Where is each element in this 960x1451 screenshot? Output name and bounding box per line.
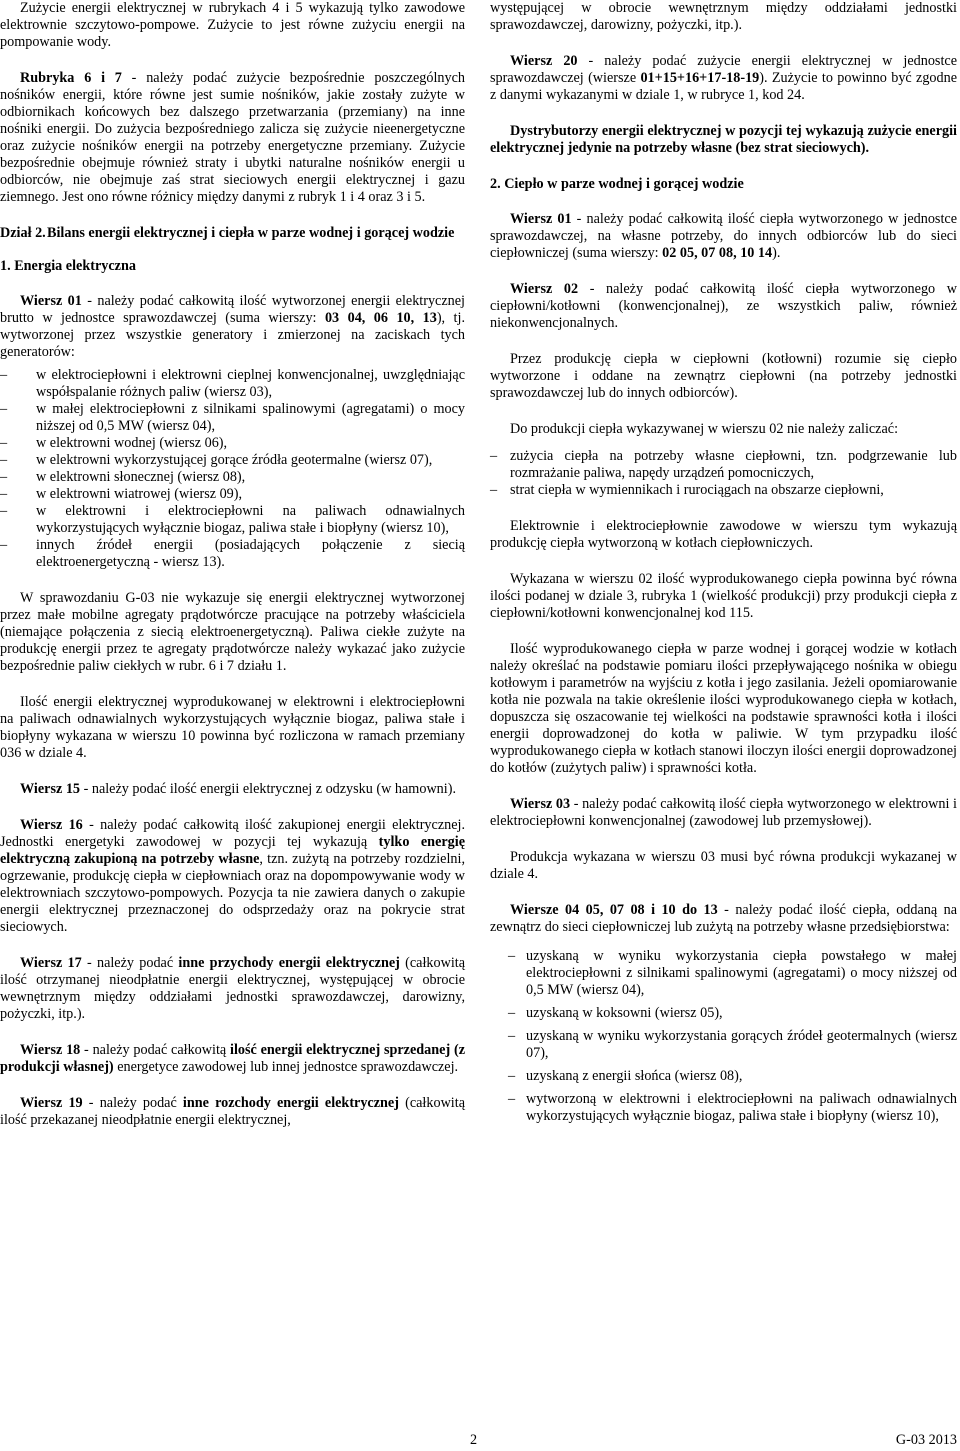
text: ). Zużycie to powinno być zgodne z danymi wykazanymi w dziale 1, w rubryce 1, kod 24. [490, 70, 958, 103]
bold-label: Wiersz 17 [20, 955, 82, 971]
subsection-heading-energia: 1. Energia elektryczna [0, 258, 136, 274]
paragraph-wiersz-17 [0, 955, 465, 1023]
bold-label: Wiersz 16 [20, 817, 83, 833]
dash-bullet: – [0, 537, 8, 553]
paragraph-produkcja: Produkcja wykazana w wierszu 03 musi być równa produkcji wykazanej w dziale 4. [490, 849, 957, 882]
paragraph-wiersz-20 [490, 53, 957, 104]
paragraph-wiersz-19 [0, 1095, 465, 1129]
dash-bullet: – [0, 401, 8, 417]
paragraph-wiersz-02 [490, 281, 957, 332]
bold-rows: 02 05, 07 08, 10 14 [662, 245, 773, 261]
bold-label: Wiersz 15 [20, 781, 81, 797]
text: - należy podać całkowitą ilość zakupionej energii elektrycznej. Jednostki energetyki zawodowej w pozycji tej wykazują [0, 817, 465, 850]
paragraph-do: Do produkcji ciepła wykazywanej w wierszu 02 nie należy zaliczać: [510, 421, 899, 437]
dash-bullet: – [0, 469, 8, 485]
text: - należy podać ilość ciepła, oddaną na zewnątrz do sieci ciepłowniczej lub zużytą na potrzeby własne przedsiębiorstwa: [490, 902, 957, 935]
section-heading-dzial-2 [0, 225, 465, 242]
dash-bullet: – [508, 1068, 516, 1084]
list-item [490, 448, 957, 482]
paragraph-wykazana: Wykazana w wierszu 02 ilość wyprodukowanego ciepła powinna być równa ilości podanej w dziale 3, rubryka 1 (wielkość produkcji) przy produkcji ciepła z ciepłowni/kotłowni konwencjonalnej kod 115. [490, 571, 957, 621]
bold-text: ilość energii elektrycznej sprzedanej (z produkcji własnej) [0, 1042, 465, 1075]
paragraph-g03: W sprawozdaniu G-03 nie wykazuje się energii elektrycznej wytworzonej przez małe mobilne agregaty prądotwórcze pracujące na potrzeby właściciela (niemające połączenia z siecią elektroenergetyczną). Paliwa ciekłe zużyte na produkcję energii przez te agregaty prądotwórcze należy wykazać jako zużycie bezpośrednie paliw ciekłych w rubr. 6 i 7 działu 1. [0, 590, 465, 674]
text: (całkowitą ilość otrzymanej nieodpłatnie energii elektrycznej, występującej w obrocie wewnętrznym między oddziałami jednostki sprawozdawczej, darowizny, pożyczki, itp.). [0, 955, 465, 1022]
paragraph-przez: Przez produkcję ciepła w ciepłowni (kotłowni) rozumie się ciepło wytworzone i oddane na zewnątrz ciepłowni (na potrzeby jednostki sprawozdawczej lub do innych odbiorców). [490, 351, 957, 401]
bold-label: Wiersz 01 [510, 211, 572, 227]
dzial-title: Bilans energii elektrycznej i ciepła w parze wodnej i gorącej wodzie [47, 225, 455, 241]
exclusions-list [490, 448, 957, 499]
text: energetyce zawodowej lub innej jednostce sprawozdawczej. [113, 1059, 459, 1075]
paragraph-ilosc-ciepla: Ilość wyprodukowanego ciepła w parze wodnej i gorącej wodzie w kotłach należy określać na podstawie pomiaru ilości przepływającego nośnika w obiegu kotłowym i parametrów na wyjściu z kotła i jego zasilania. Jeżeli opomiarowanie kotła nie pozwala na takie określenie ilości wyprodukowanego ciepła w kotłach, dopuszcza się oszacowanie tej wielkości na podstawie sprawności kotła i ilości energii doprowadzonej do kotła w paliwie. W tym przypadku ilość wyprodukowanego ciepła w kotłach stanowi iloczyn ilości energii doprowadzonej do kotłów (zużytych paliw) i sprawności kotła. [490, 641, 957, 776]
dash-bullet: – [508, 1005, 516, 1021]
list-item-text: w elektrowni wodnej (wiersz 06), [36, 435, 228, 451]
paragraph-wiersz-01 [0, 293, 465, 361]
text: - należy podać całkowitą ilość ciepła wytworzonego w ciepłowni/kotłowni (konwencjonalnej), ze wszystkich paliw, również niekonwencjonalnych. [490, 281, 957, 331]
page-number: 2 [470, 1432, 478, 1448]
list-item-text: zużycia ciepła na potrzeby własne ciepłowni, tzn. podgrzewanie lub rozmrażanie paliwa, napędy urządzeń pomocniczych, [510, 448, 957, 481]
paragraph-wiersz-03 [490, 796, 957, 830]
bold-text: tylko energię elektryczną zakupioną na potrzeby własne [0, 834, 466, 867]
text: - należy podać [81, 955, 179, 971]
dash-bullet: – [0, 435, 8, 451]
list-item [490, 1005, 957, 1022]
generation-sources-list [0, 367, 465, 571]
list-item [490, 948, 957, 999]
text: - należy podać ilość energii elektrycznej z odzysku (w hamowni). [80, 781, 456, 797]
dash-bullet: – [0, 367, 8, 383]
bold-text: inne rozchody energii elektrycznej [182, 1095, 399, 1111]
text: (całkowitą ilość przekazanej nieodpłatnie energii elektrycznej, [0, 1095, 465, 1128]
text: - należy podać całkowitą ilość ciepła wytworzonego w elektrowni i elektrociepłowni konwencjonalnej (zawodowej lub przemysłowej). [490, 796, 957, 829]
left-column [0, 0, 465, 1148]
list-item [0, 367, 465, 401]
list-item-text: w elektrowni słonecznej (wiersz 08), [36, 469, 246, 485]
bold-label: Rubryka 6 i 7 [20, 70, 122, 86]
paragraph-wiersz-16 [0, 817, 465, 936]
list-item-text: w elektrociepłowni i elektrowni cieplnej konwencjonalnej, uwzględniając współspalanie różnych paliw (wiersz 03), [36, 367, 465, 400]
dash-bullet: – [0, 452, 8, 468]
text: - należy podać całkowitą ilość wytworzonej energii elektrycznej brutto w jednostce sprawozdawczej (suma wierszy: [0, 293, 465, 326]
text: - należy podać [82, 1095, 183, 1111]
bold-label: Wiersz 20 [510, 53, 578, 69]
paragraph: Zużycie energii elektrycznej w rubrykach 4 i 5 wykazują tylko zawodowe elektrownie szczytowo-pompowe. Zużycie to jest równe zużyciu energii na pompowanie wody. [0, 0, 465, 50]
bold-label: Wiersz 02 [510, 281, 579, 297]
dash-bullet: – [490, 482, 498, 498]
text: - należy podać całkowitą ilość ciepła wytworzonego w jednostce sprawozdawczej, na własne potrzeby, do innych odbiorców lub do sieci ciepłowniczej (suma wierszy: [490, 211, 957, 261]
dash-bullet: – [508, 948, 516, 964]
list-item-text: w elektrowni i elektrociepłowni na paliwach odnawialnych wykorzystujących wyłącznie biogaz, paliwa stałe i biopłyny (wiersz 10), [36, 503, 465, 536]
dzial-label: Dział 2. [0, 225, 46, 241]
bold-text: inne przychody energii elektrycznej [178, 955, 400, 971]
list-item [490, 1028, 957, 1062]
paragraph-elektrownie: Elektrownie i elektrociepłownie zawodowe w wierszu tym wykazują produkcję ciepła wytworzoną w kotłach ciepłowniczych. [490, 518, 957, 551]
subsection-heading-cieplo: 2. Ciepło w parze wodnej i gorącej wodzie [490, 176, 744, 192]
heat-sources-list [490, 948, 957, 1125]
paragraph-wiersz-01 [490, 211, 957, 262]
paragraph-wiersz-15 [0, 781, 465, 798]
paragraph-wiersz-18 [0, 1042, 465, 1076]
list-item [0, 452, 465, 469]
paragraph: występującej w obrocie wewnętrznym między oddziałami jednostki sprawozdawczej, darowizny, pożyczki, itp.). [490, 0, 957, 33]
dash-bullet: – [0, 486, 8, 502]
list-item-text: uzyskaną w wyniku wykorzystania gorących źródeł geotermalnych (wiersz 07), [526, 1028, 957, 1061]
text: - należy podać zużycie bezpośrednie poszczególnych nośników energii, które równe jest sumie nośników, jakie zostały zużyte w odbiornikach końcowych bez dalszego przetwarzania (przemiany) na inne nośniki energii. Do zużycia bezpośredniego zalicza się zużycie nieenergetyczne oraz zużycie nośników energii na potrzeby energetyczne przemiany. Zużycie bezpośrednie obejmuje również straty i ubytki naturalne nośników energii u odbiorców, nie obejmuje zaś strat sieciowych energii elektrycznej i gazu ziemnego. Jest ono równe różnicy między danymi z rubryk 1 i 4 oraz 3 i 5. [0, 70, 465, 205]
list-item [490, 1068, 957, 1085]
bold-label: Wiersz 18 [20, 1042, 81, 1058]
list-item [490, 482, 957, 499]
bold-label: Wiersz 19 [20, 1095, 83, 1111]
list-item-text: innych źródeł energii (posiadających połączenie z siecią elektroenergetyczną - wiersz 13). [36, 537, 465, 570]
text: - należy podać całkowitą [80, 1042, 230, 1058]
list-item [0, 503, 465, 537]
list-item-text: uzyskaną z energii słońca (wiersz 08), [526, 1068, 743, 1084]
list-item [0, 401, 465, 435]
list-item [490, 1091, 957, 1125]
text: ), tj. wytworzonej przez wszystkie generatory i zmierzonej na zaciskach tych generatorów: [0, 310, 465, 360]
dash-bullet: – [508, 1091, 516, 1107]
paragraph-ilosc: Ilość energii elektrycznej wyprodukowanej w elektrowni i elektrociepłowni na paliwach odnawialnych wykorzystujących wyłącznie biogaz, paliwa stałe i biopłyny wykazana w wierszu 10 powinna być rozliczona w ramach przemiany 036 w dziale 4. [0, 694, 465, 761]
paragraph-dystrybutorzy: Dystrybutorzy energii elektrycznej w pozycji tej wykazują zużycie energii elektrycznej jedynie na potrzeby własne (bez strat sieciowych). [490, 123, 957, 156]
dash-bullet: – [0, 503, 8, 519]
dash-bullet: – [508, 1028, 516, 1044]
list-item [0, 469, 465, 486]
list-item-text: w elektrowni wiatrowej (wiersz 09), [36, 486, 243, 502]
list-item-text: strat ciepła w wymiennikach i rurociągach na obszarze ciepłowni, [510, 482, 884, 498]
paragraph-rubryka-6-7 [0, 70, 465, 206]
text: ). [772, 245, 781, 261]
bold-rows: 03 04, 06 10, 13 [324, 310, 437, 326]
form-code: G-03 2013 [895, 1432, 957, 1448]
bold-label: Wiersze 04 05, 07 08 i 10 do 13 [510, 902, 718, 918]
paragraph-wiersze-04 [490, 902, 957, 936]
list-item-text: wytworzoną w elektrowni i elektrociepłowni na paliwach odnawialnych wykorzystujących wyłącznie biogaz, paliwa stałe i biopłyny (wiersz 10), [526, 1091, 957, 1124]
list-item-text: w małej elektrociepłowni z silnikami spalinowymi (agregatami) o mocy niższej od 0,5 MW (wiersz 04), [36, 401, 465, 434]
list-item [0, 435, 465, 452]
right-column [490, 0, 957, 1144]
list-item-text: w elektrowni wykorzystującej gorące źródła geotermalne (wiersz 07), [36, 452, 433, 468]
bold-rows: 01+15+16+17-18-19 [640, 70, 760, 86]
bold-label: Wiersz 03 [510, 796, 571, 812]
list-item-text: uzyskaną w wyniku wykorzystania ciepła powstałego w małej elektrociepłowni z silnikami spalinowymi (agregatami) o mocy niższej od 0,5 MW (wiersz 04), [526, 948, 957, 998]
dash-bullet: – [490, 448, 498, 464]
list-item [0, 537, 465, 571]
list-item-text: uzyskaną w koksowni (wiersz 05), [526, 1005, 723, 1021]
text: , tzn. zużytą na potrzeby rozdzielni, ogrzewanie, produkcję ciepła w ciepłowniach oraz na dopompowywanie wody w elektrowniach szczytowo-pompowych. Pozycja ta nie zawiera danych o zakupie energii elektrycznej przeznaczonej do odsprzedaży oraz na pokrycie strat sieciowych. [0, 851, 465, 935]
text: - należy podać zużycie energii elektrycznej w jednostce sprawozdawczej (wiersze [490, 53, 957, 86]
bold-label: Wiersz 01 [20, 293, 82, 309]
list-item [0, 486, 465, 503]
